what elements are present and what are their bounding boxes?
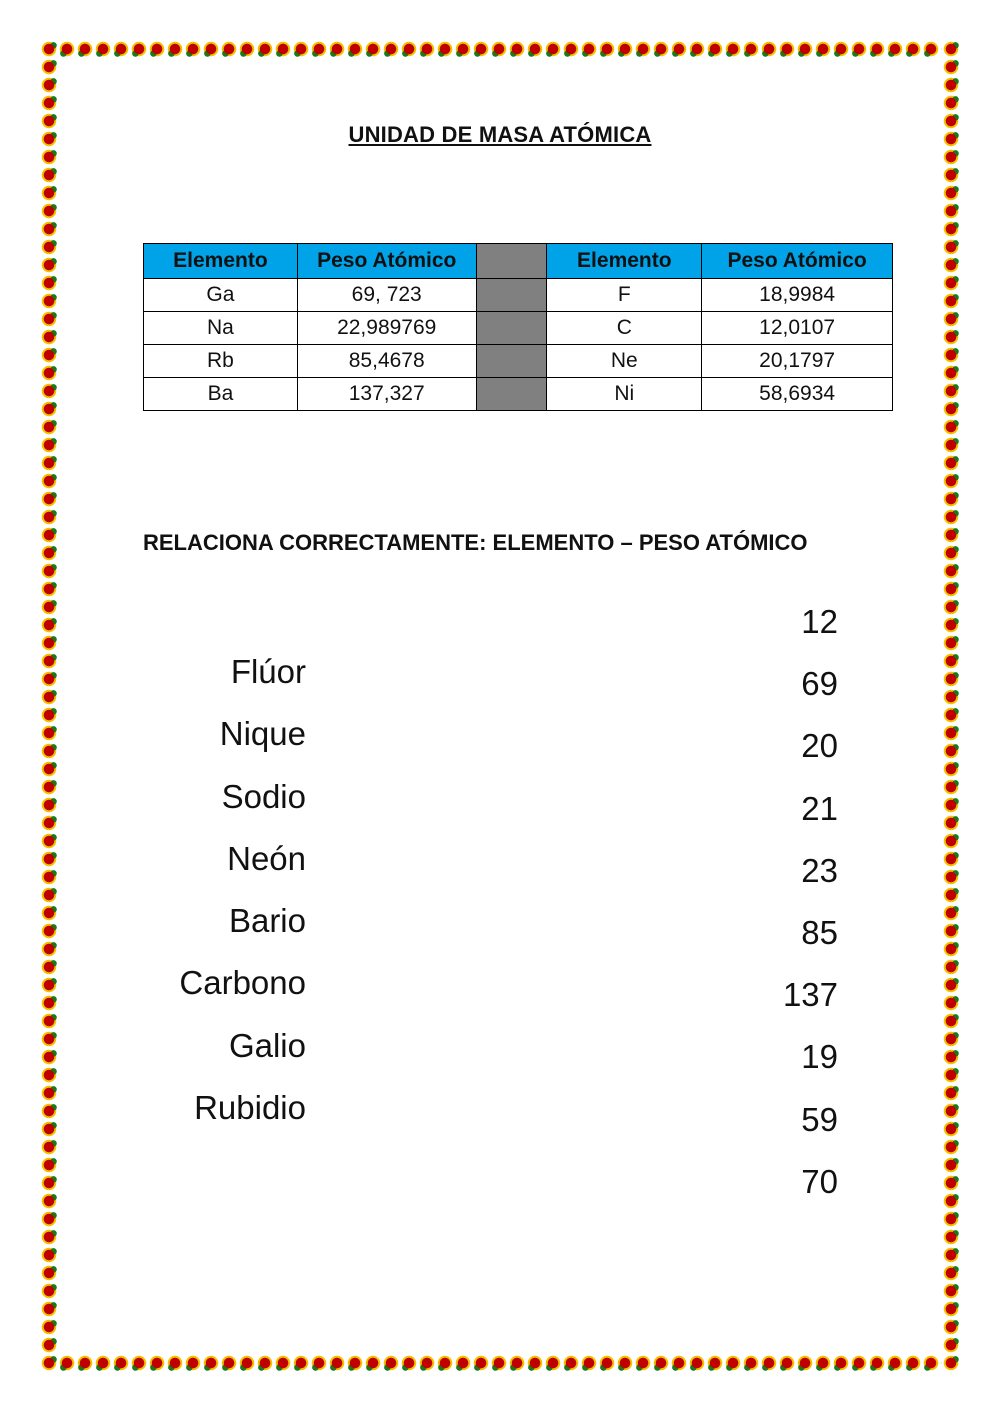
cell-element: Na xyxy=(144,312,298,345)
table-row xyxy=(144,312,893,345)
table-header-row xyxy=(144,244,893,279)
element-name-item[interactable]: Nique xyxy=(219,715,306,753)
header-element-right: Elemento xyxy=(547,244,702,279)
cell-weight: 85,4678 xyxy=(297,345,476,378)
table-row xyxy=(144,378,893,411)
element-name-item[interactable]: Bario xyxy=(228,902,306,940)
atomic-weight-table xyxy=(143,243,893,411)
floral-border-top xyxy=(40,40,960,58)
cell-weight: 58,6934 xyxy=(702,378,893,411)
weight-value-item[interactable]: 59 xyxy=(801,1100,838,1138)
weight-value-item[interactable]: 23 xyxy=(801,851,838,889)
cell-weight: 22,989769 xyxy=(297,312,476,345)
table-separator xyxy=(476,345,547,378)
weight-value-item[interactable]: 21 xyxy=(801,789,838,827)
weight-value-item[interactable]: 85 xyxy=(801,913,838,951)
cell-element: F xyxy=(547,279,702,312)
table-separator xyxy=(476,244,547,279)
floral-border-right xyxy=(942,40,960,1372)
element-name-item[interactable]: Sodio xyxy=(221,777,306,815)
weight-value-item[interactable]: 12 xyxy=(801,603,838,640)
cell-weight: 137,327 xyxy=(297,378,476,411)
matching-instructions: RELACIONA CORRECTAMENTE: ELEMENTO – PESO ATÓMICO xyxy=(143,530,808,555)
weight-value-item[interactable]: 69 xyxy=(801,665,838,703)
header-weight-right: Peso Atómico xyxy=(702,244,893,279)
cell-element: Ba xyxy=(144,378,298,411)
element-name-item[interactable]: Carbono xyxy=(179,964,306,1002)
table-row xyxy=(144,279,893,312)
cell-element: Ni xyxy=(547,378,702,411)
weight-value-item[interactable]: 20 xyxy=(801,727,838,765)
cell-element: Ne xyxy=(547,345,702,378)
table-separator xyxy=(476,378,547,411)
weight-value-item[interactable]: 137 xyxy=(782,976,838,1014)
weight-value-list xyxy=(760,598,838,1220)
table-row xyxy=(144,345,893,378)
table-separator xyxy=(476,279,547,312)
cell-weight: 18,9984 xyxy=(702,279,893,312)
element-name-item[interactable]: Neón xyxy=(227,839,306,877)
floral-border-bottom xyxy=(40,1354,960,1372)
element-name-item[interactable]: Rubidio xyxy=(194,1089,306,1127)
header-element-left: Elemento xyxy=(144,244,298,279)
page-title: UNIDAD DE MASA ATÓMICA xyxy=(348,122,652,147)
cell-weight: 69, 723 xyxy=(297,279,476,312)
floral-border-left xyxy=(40,40,58,1372)
weight-value-item[interactable]: 70 xyxy=(801,1162,838,1200)
element-name-item[interactable]: Flúor xyxy=(230,653,306,690)
cell-element: Rb xyxy=(144,345,298,378)
element-name-item[interactable]: Galio xyxy=(228,1026,306,1064)
cell-element: Ga xyxy=(144,279,298,312)
cell-element: C xyxy=(547,312,702,345)
weight-value-item[interactable]: 19 xyxy=(801,1038,838,1076)
header-weight-left: Peso Atómico xyxy=(297,244,476,279)
cell-weight: 12,0107 xyxy=(702,312,893,345)
table-separator xyxy=(476,312,547,345)
cell-weight: 20,1797 xyxy=(702,345,893,378)
element-name-list xyxy=(120,648,306,1146)
